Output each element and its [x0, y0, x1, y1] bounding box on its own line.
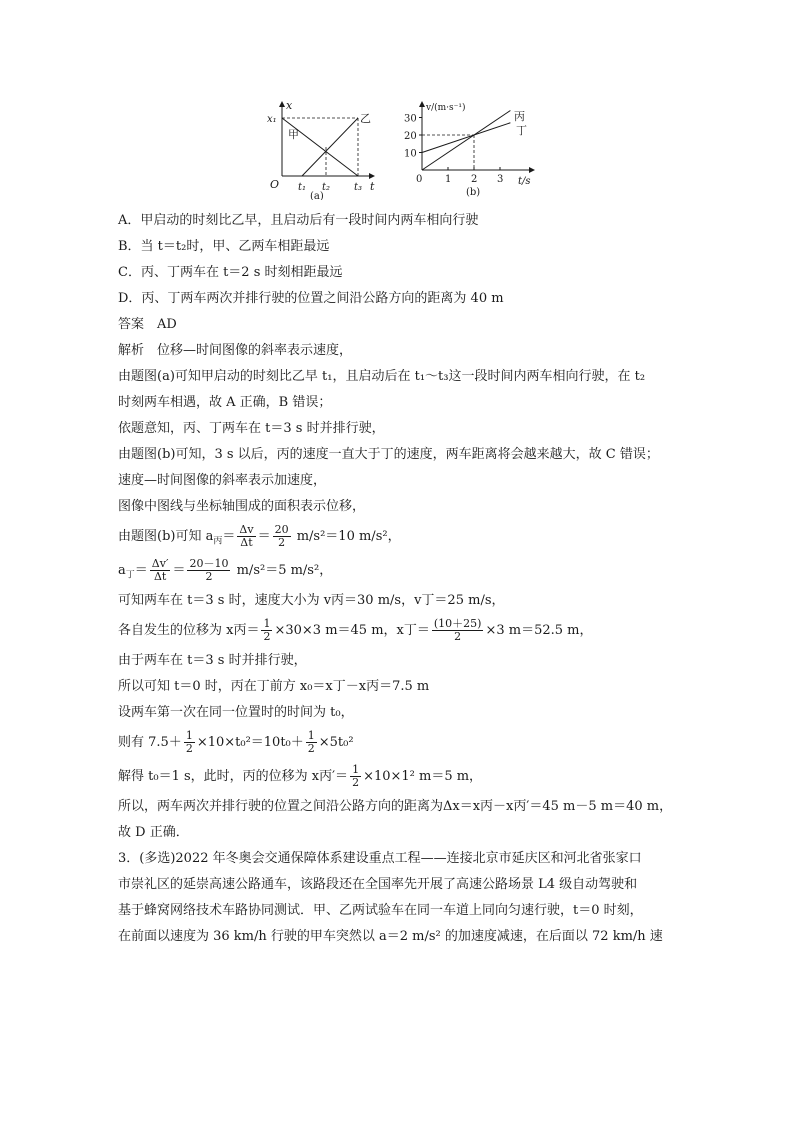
fraction-numerator: 20: [274, 523, 289, 536]
eq-text: ×3 m＝52.5 m，: [485, 623, 593, 638]
figure-a-caption: (a): [310, 191, 324, 200]
figure-b-x-tick-label: 3: [497, 174, 504, 185]
figure-a-origin: O: [270, 178, 280, 191]
eq-text: ×10×1² m＝5 m，: [363, 769, 483, 784]
fraction: [350, 764, 361, 789]
analysis-equation-a-bing: [118, 520, 684, 554]
eq-text: ＝: [172, 563, 186, 578]
fraction-denominator: 2: [352, 776, 360, 789]
figure-b-x-tick-label: 1: [445, 174, 452, 185]
eq-text: ＝: [257, 529, 271, 544]
figure-b-series-line-ding: [422, 123, 510, 153]
analysis-line: 由题图(b)可知，3 s 以后，丙的速度一直大于丁的速度，两车距离将会越来越大，故 C 错误；: [118, 447, 659, 462]
analysis-line: 所以可知 t＝0 时，丙在丁前方 x₀＝x丁－x丙＝7.5 m: [118, 679, 430, 694]
fraction-denominator: Δt: [153, 570, 167, 583]
figure-b-y-tick-label: 30: [404, 113, 417, 125]
option-d: D．丙、丁两车两次并排行驶的位置之间沿公路方向的距离为 40 m: [118, 291, 504, 306]
figure-a-jia-label: 甲: [288, 128, 299, 141]
figure-a-line-jia: [282, 118, 358, 176]
fraction-numerator: (10＋25): [433, 617, 482, 630]
fraction-numerator: 1: [307, 729, 315, 742]
figure-b-series-line-bing: [422, 111, 510, 171]
option-a: A．甲启动的时刻比乙早，且启动后有一段时间内两车相向行驶: [118, 213, 479, 228]
eq-text: m/s²＝10 m/s²，: [296, 529, 401, 544]
fraction: [237, 524, 255, 549]
eq-text: ×10×t₀²＝10t₀＋: [196, 735, 304, 750]
figure-a-xt-graph: [262, 98, 382, 200]
figure-b-x-tick-label: 2: [471, 174, 478, 185]
fraction-numerator: 1: [263, 617, 271, 630]
analysis-line: 故 D 正确．: [118, 825, 189, 840]
analysis-line: 由于两车在 t＝3 s 时并排行驶，: [118, 653, 307, 668]
fraction: [432, 618, 484, 643]
analysis-line: 由题图(a)可知甲启动的时刻比乙早 t₁，且启动后在 t₁～t₃这一段时间内两车相向行驶，在 t₂: [118, 369, 646, 384]
question-3-line: 市崇礼区的延崇高速公路通车，该路段还在全国率先开展了高速公路场景 L4 级自动驾驶和: [118, 877, 638, 892]
fraction: [184, 730, 195, 755]
question-3-line: 基于蜂窝网络技术车路协同测试．甲、乙两试验车在同一车道上同向匀速行驶，t＝0 时刻，: [118, 903, 643, 918]
eq-text: ×5t₀²: [318, 735, 354, 750]
document-content: [118, 208, 684, 950]
eq-subscript: 丁: [125, 570, 135, 581]
fraction-denominator: 2: [307, 742, 315, 755]
eq-text: a: [118, 563, 126, 578]
fraction: [150, 558, 171, 583]
figure-a-x-label: t: [370, 180, 375, 193]
analysis-equation-meet: [118, 726, 684, 760]
analysis-line: 依题意知，丙、丁两车在 t＝3 s 时并排行驶，: [118, 421, 385, 436]
eq-text: ＝: [222, 529, 236, 544]
eq-text: 各自发生的位移为 x丙＝: [118, 623, 260, 638]
fraction: [306, 730, 317, 755]
analysis-line: 解析 位移—时间图像的斜率表示速度，: [118, 343, 353, 358]
fraction-numerator: 20－10: [189, 557, 229, 570]
fraction-numerator: Δv′: [151, 557, 169, 570]
fraction: [261, 618, 272, 643]
fraction-numerator: Δv: [239, 523, 254, 536]
analysis-line: 可知两车在 t＝3 s 时，速度大小为 v丙＝30 m/s，v丁＝25 m/s，: [118, 593, 505, 608]
figure-a-t1-label: t₁: [298, 182, 307, 193]
eq-subscript: 丙: [213, 536, 223, 547]
figure-a-x1-label: x₁: [267, 114, 277, 125]
figure-a-t2-label: t₂: [322, 182, 331, 193]
figure-b-x-label: t/s: [518, 176, 531, 187]
analysis-equation-displacement: [118, 614, 684, 648]
fraction-denominator: 2: [263, 630, 271, 643]
figure-a-yi-label: 乙: [360, 112, 371, 125]
eq-text: ＝: [134, 563, 148, 578]
figures: [262, 98, 542, 200]
eq-text: 解得 t₀＝1 s，此时，丙的位移为 x丙′＝: [118, 769, 349, 784]
eq-text: ×30×3 m＝45 m，x丁＝: [274, 623, 430, 638]
fraction-denominator: 2: [185, 742, 193, 755]
figure-b-caption: (b): [466, 187, 481, 198]
figure-b-origin: 0: [416, 174, 423, 185]
answer: 答案 AD: [118, 317, 177, 332]
figure-b-ding-label: 丁: [516, 124, 527, 137]
analysis-equation-a-ding: [118, 554, 684, 588]
fraction-denominator: 2: [454, 630, 462, 643]
analysis-line: 速度—时间图像的斜率表示加速度，: [118, 473, 327, 488]
analysis-equation-solve: [118, 760, 684, 794]
eq-text: 由题图(b)可知 a: [118, 529, 214, 544]
figure-a-t3-label: t₃: [354, 182, 363, 193]
eq-text: 则有 7.5＋: [118, 735, 182, 750]
option-b: B．当 t＝t₂时，甲、乙两车相距最远: [118, 239, 330, 254]
fraction-numerator: 1: [185, 729, 193, 742]
eq-text: m/s²＝5 m/s²，: [236, 563, 333, 578]
fraction-denominator: 2: [205, 570, 213, 583]
fraction-denominator: Δt: [240, 536, 253, 549]
analysis-line: 图像中图线与坐标轴围成的面积表示位移，: [118, 499, 366, 514]
analysis-line: 设两车第一次在同一位置时的时间为 t₀，: [118, 705, 354, 720]
figure-a-line-yi: [302, 118, 358, 176]
fraction-numerator: 1: [352, 763, 360, 776]
option-c: C．丙、丁两车在 t＝2 s 时刻相距最远: [118, 265, 343, 280]
fraction: [273, 524, 291, 549]
figure-b-y-tick-label: 10: [404, 148, 417, 160]
question-3-line: 3．(多选)2022 年冬奥会交通保障体系建设重点工程——连接北京市延庆区和河北省张家口: [118, 851, 642, 866]
analysis-line: 所以，两车两次并排行驶的位置之间沿公路方向的距离为Δx＝x丙－x丙′＝45 m－5 m＝40 m，: [118, 799, 673, 814]
figure-b-vt-chart: [402, 98, 542, 200]
analysis-line: 时刻两车相遇，故 A 正确，B 错误；: [118, 395, 332, 410]
fraction: [187, 558, 230, 583]
fraction-denominator: 2: [278, 536, 286, 549]
figure-b-y-tick-label: 20: [404, 131, 417, 142]
figure-b-y-label: v/(m·s⁻¹): [426, 103, 466, 113]
question-3-line: 在前面以速度为 36 km/h 行驶的甲车突然以 a＝2 m/s² 的加速度减速，在后面以 72 km/h 速: [118, 929, 663, 944]
figure-b-bing-label: 丙: [514, 110, 525, 123]
figure-a-y-label: x: [286, 99, 293, 112]
